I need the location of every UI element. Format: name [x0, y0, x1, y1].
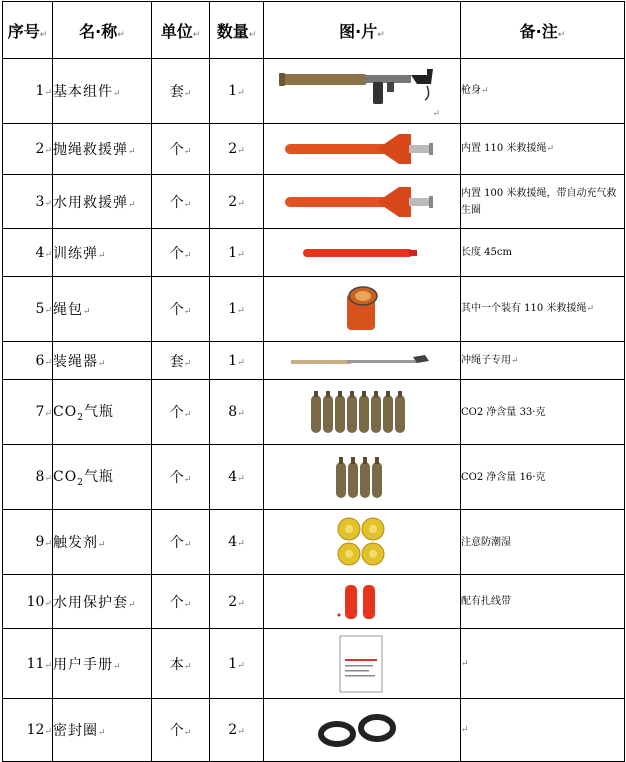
item-qty: 8↵ [210, 380, 264, 445]
item-unit: 个↵ [152, 445, 210, 510]
header-note: 备·注↵ [461, 2, 625, 59]
table-row [3, 124, 625, 175]
item-picture [264, 229, 461, 277]
row-number: 5↵ [3, 277, 53, 342]
item-qty: 1↵ [210, 629, 264, 699]
item-qty: 4↵ [210, 445, 264, 510]
item-name: 水用保护套↵ [53, 575, 152, 629]
item-note: 冲绳子专用↵ [461, 342, 625, 380]
row-number: 1↵ [3, 59, 53, 124]
item-unit: 个↵ [152, 124, 210, 175]
item-note: CO2 净含量 33·克 [461, 380, 625, 445]
item-note: ↵ [461, 629, 625, 699]
item-qty: 1↵ [210, 277, 264, 342]
item-picture [264, 629, 461, 699]
item-qty: 2↵ [210, 575, 264, 629]
item-name: 训练弹↵ [53, 229, 152, 277]
item-picture [264, 277, 461, 342]
table-row [3, 59, 625, 124]
co2-cylinders-4-icon [332, 454, 392, 500]
table-row [3, 629, 625, 699]
item-unit: 个↵ [152, 380, 210, 445]
inventory-table [2, 1, 625, 762]
table-row [3, 175, 625, 229]
item-picture [264, 175, 461, 229]
item-qty: 1↵ [210, 59, 264, 124]
item-note: 长度 45cm [461, 229, 625, 277]
water-projectile-icon [277, 185, 447, 219]
item-unit: 个↵ [152, 699, 210, 762]
table-row [3, 277, 625, 342]
rope-loader-icon [287, 351, 437, 371]
table-row [3, 699, 625, 762]
table-row [3, 380, 625, 445]
item-name: 水用救援弹↵ [53, 175, 152, 229]
item-picture [264, 699, 461, 762]
item-picture [264, 380, 461, 445]
item-name: 装绳器↵ [53, 342, 152, 380]
item-unit: 个↵ [152, 229, 210, 277]
item-picture: ↵ [264, 59, 461, 124]
row-number: 2↵ [3, 124, 53, 175]
item-unit: 个↵ [152, 175, 210, 229]
item-qty: 1↵ [210, 229, 264, 277]
row-number: 8↵ [3, 445, 53, 510]
protective-sleeve-icon [337, 581, 387, 623]
trigger-agent-icon [334, 514, 390, 570]
manual-icon [339, 635, 385, 693]
item-name: 绳包↵ [53, 277, 152, 342]
item-qty: 2↵ [210, 175, 264, 229]
item-name: $CO_2$气瓶 [53, 380, 152, 445]
item-note: CO2 净含量 16·克 [461, 445, 625, 510]
item-unit: 个↵ [152, 510, 210, 575]
item-unit: 套↵ [152, 342, 210, 380]
seal-ring-icon [307, 710, 417, 750]
item-note: 内置 100 米救援绳，带自动充气救生圈 [461, 175, 625, 229]
item-note: 枪身↵ [461, 59, 625, 124]
row-number: 3↵ [3, 175, 53, 229]
row-number: 7↵ [3, 380, 53, 445]
item-qty: 2↵ [210, 124, 264, 175]
row-number: 10↵ [3, 575, 53, 629]
item-picture [264, 342, 461, 380]
row-number: 4↵ [3, 229, 53, 277]
header-no: 序号↵ [3, 2, 53, 59]
item-note: 配有扎线带 [461, 575, 625, 629]
item-unit: 套↵ [152, 59, 210, 124]
item-name: 基本组件↵ [53, 59, 152, 124]
item-qty: 1↵ [210, 342, 264, 380]
item-note: 其中一个装有 110 米救援绳↵ [461, 277, 625, 342]
item-unit: 个↵ [152, 575, 210, 629]
item-qty: 4↵ [210, 510, 264, 575]
launcher-icon [277, 66, 447, 116]
table-row [3, 510, 625, 575]
table-row [3, 342, 625, 380]
header-unit: 单位↵ [152, 2, 210, 59]
item-picture [264, 575, 461, 629]
item-name: 密封圈↵ [53, 699, 152, 762]
table-row [3, 445, 625, 510]
item-name: 抛绳救援弹↵ [53, 124, 152, 175]
item-note: 内置 110 米救援绳↵ [461, 124, 625, 175]
header-qty: 数量↵ [210, 2, 264, 59]
row-number: 9↵ [3, 510, 53, 575]
item-note: ↵ [461, 699, 625, 762]
item-name: $CO_2$气瓶 [53, 445, 152, 510]
item-unit: 本↵ [152, 629, 210, 699]
co2-cylinders-8-icon [307, 389, 417, 435]
item-unit: 个↵ [152, 277, 210, 342]
item-name: 用户手册↵ [53, 629, 152, 699]
rope-bag-icon [337, 284, 387, 334]
header-row [3, 2, 625, 59]
item-picture [264, 124, 461, 175]
header-name: 名·称↵ [53, 2, 152, 59]
item-picture [264, 510, 461, 575]
row-number: 6↵ [3, 342, 53, 380]
training-round-icon [297, 243, 427, 263]
table-row [3, 575, 625, 629]
row-number: 12↵ [3, 699, 53, 762]
item-qty: 2↵ [210, 699, 264, 762]
item-name: 触发剂↵ [53, 510, 152, 575]
item-picture [264, 445, 461, 510]
item-note: 注意防潮湿 [461, 510, 625, 575]
rescue-projectile-icon [277, 132, 447, 166]
row-number: 11↵ [3, 629, 53, 699]
table-row [3, 229, 625, 277]
header-picture: 图·片↵ [264, 2, 461, 59]
